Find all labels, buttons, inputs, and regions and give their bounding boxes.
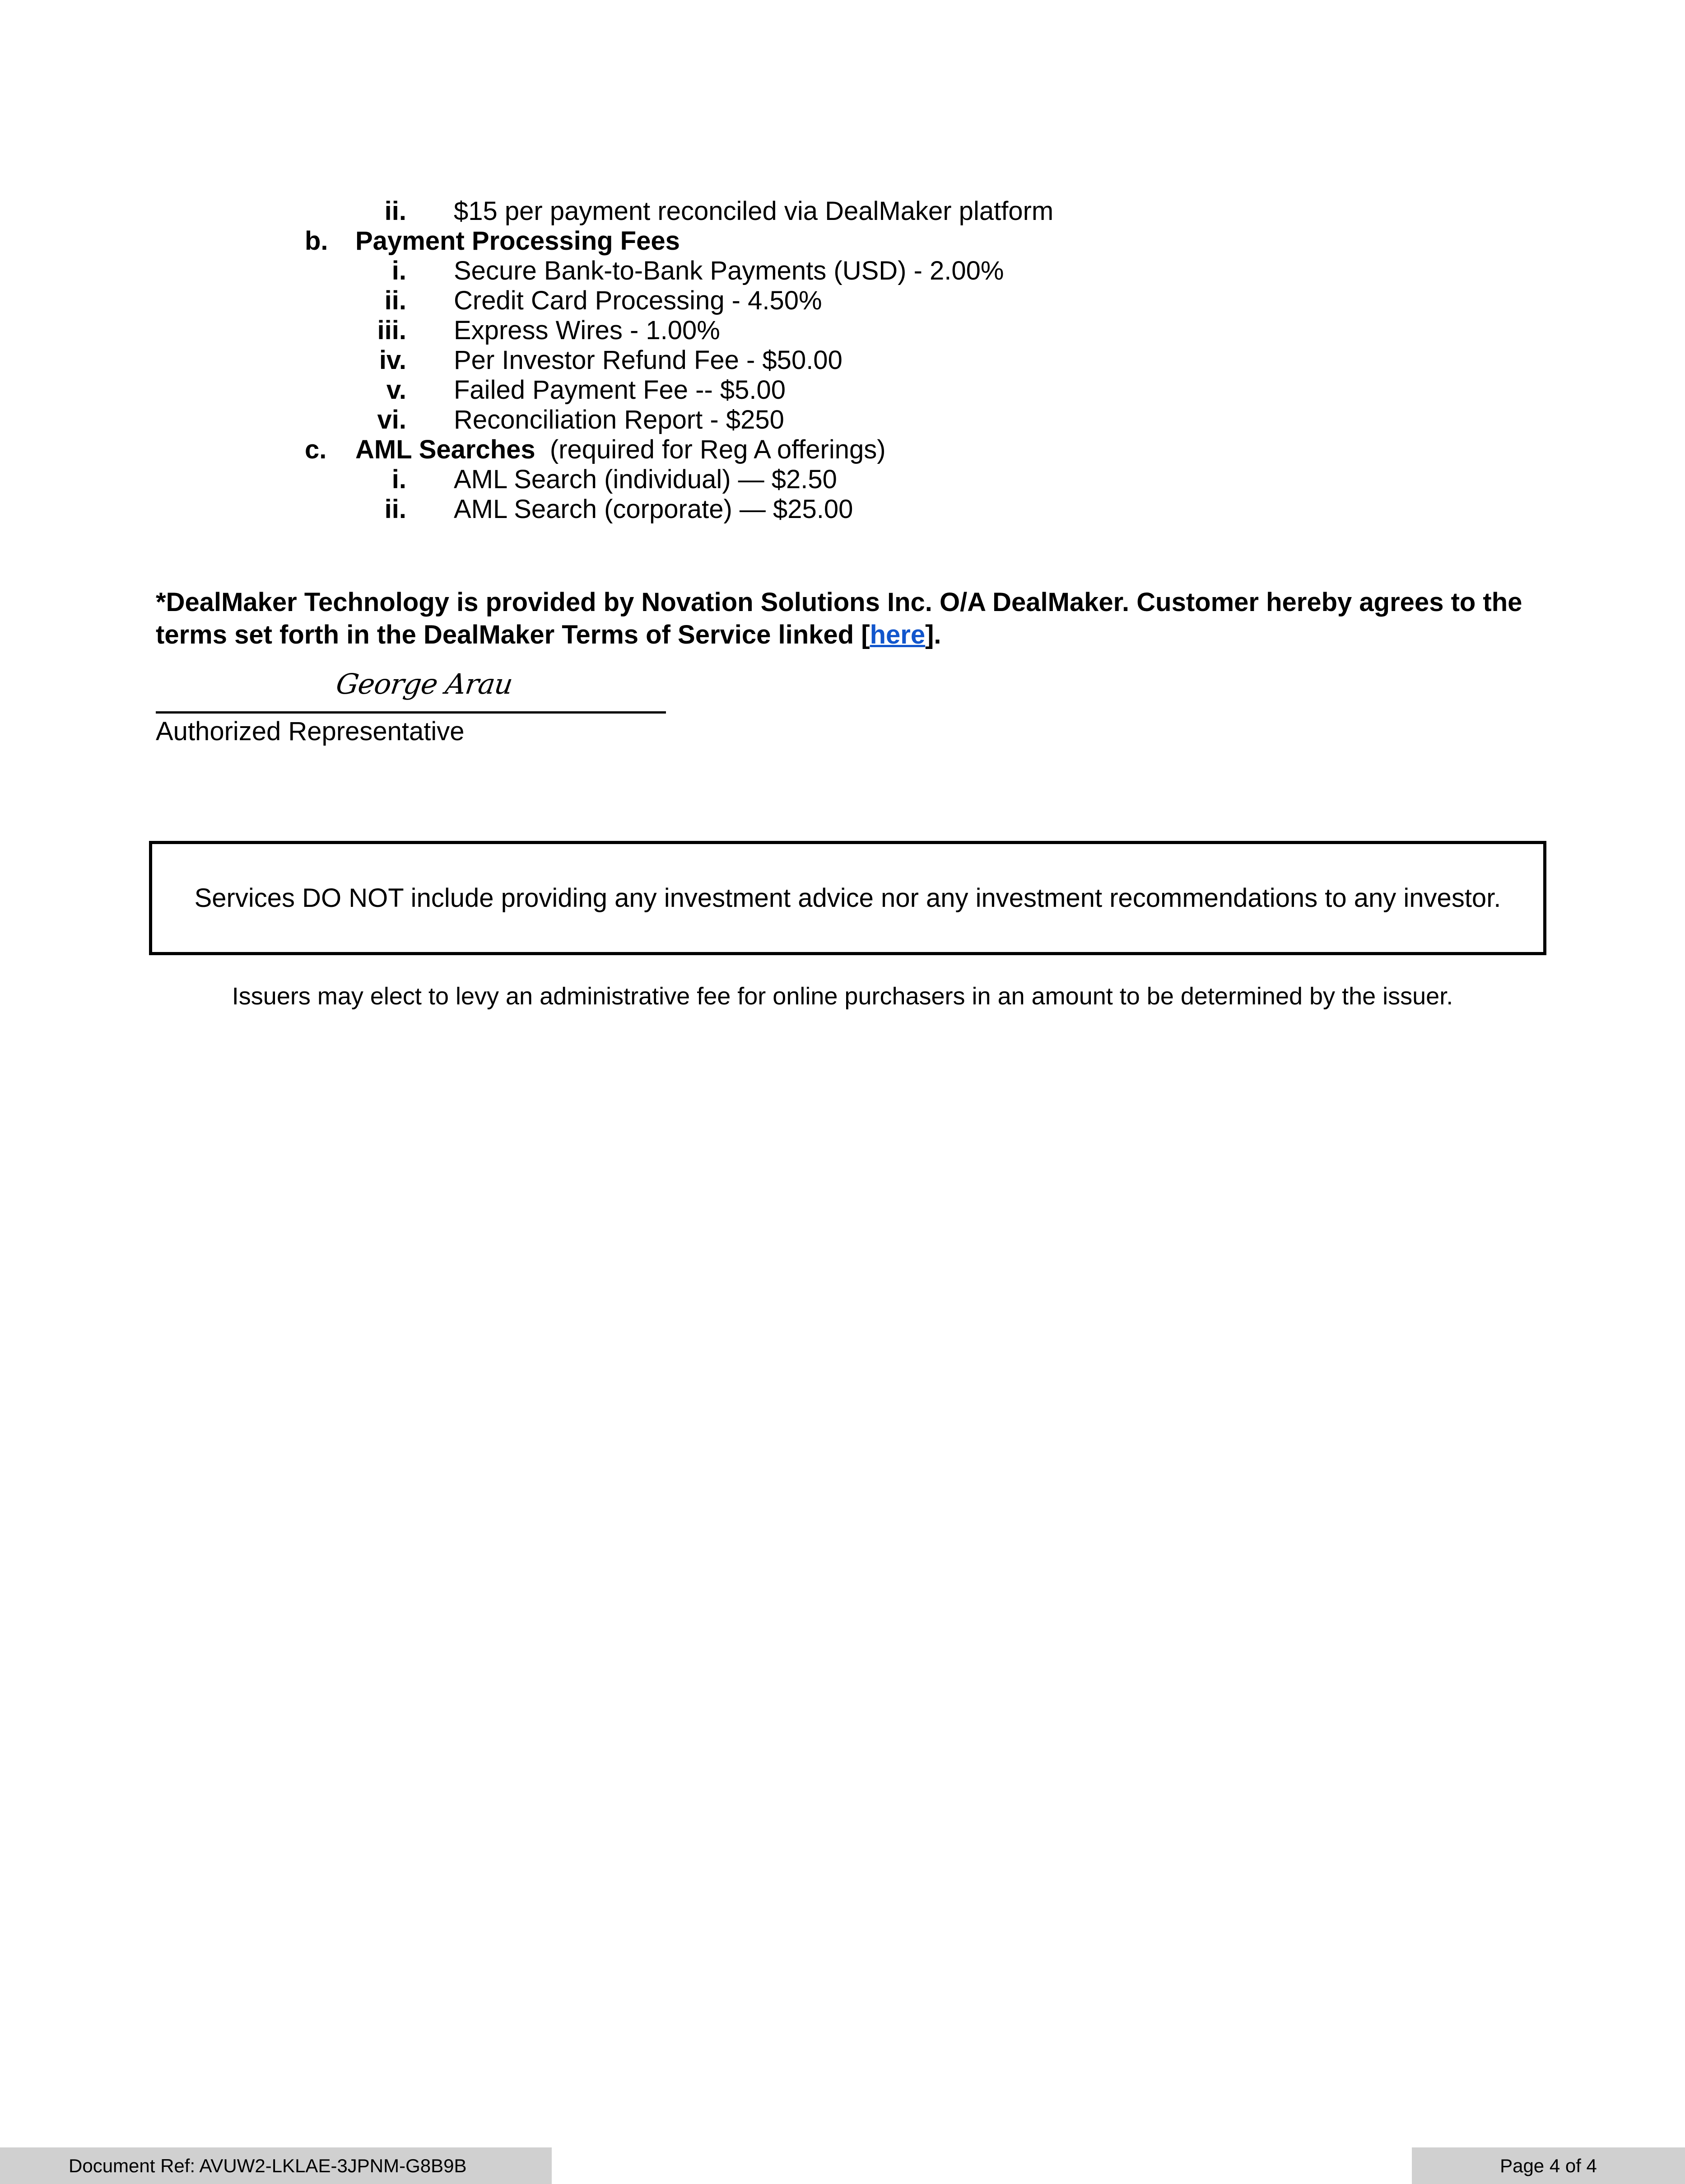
- disclaimer-text: Services DO NOT include providing any investment advice nor any investment recommendations to any investor.: [194, 883, 1501, 913]
- list-numeral: i.: [391, 256, 406, 285]
- list-numeral: iv.: [379, 345, 406, 375]
- list-item-text: $15 per payment reconciled via DealMaker platform: [454, 196, 1054, 226]
- terms-note-line2: [156, 619, 941, 651]
- list-item-text: Reconciliation Report - $250: [454, 405, 784, 434]
- list-numeral: v.: [386, 375, 406, 405]
- disclaimer-box: [149, 841, 1546, 955]
- section-letter: c.: [305, 435, 327, 464]
- terms-note-prefix: terms set forth in the DealMaker Terms of Service linked [: [156, 620, 870, 649]
- section-title: Payment Processing Fees: [355, 226, 680, 256]
- list-numeral: iii.: [377, 316, 406, 345]
- list-item-text: Express Wires - 1.00%: [454, 316, 720, 345]
- list-item-text: AML Search (individual) — $2.50: [454, 465, 837, 494]
- list-item-text: AML Search (corporate) — $25.00: [454, 495, 853, 524]
- page-number-text: Page 4 of 4: [1500, 2155, 1597, 2176]
- admin-fee-note: Issuers may elect to levy an administrative fee for online purchasers in an amount to be determined by the issuer.: [232, 983, 1453, 1010]
- doc-ref-text: Document Ref: AVUW2-LKLAE-3JPNM-G8B9B: [69, 2155, 467, 2176]
- section-letter: b.: [305, 226, 328, 256]
- section-note: (required for Reg A offerings): [549, 435, 886, 464]
- list-numeral: i.: [391, 465, 406, 494]
- list-item-text: Credit Card Processing - 4.50%: [454, 286, 822, 315]
- section-heading: [355, 435, 886, 465]
- list-item-text: Secure Bank-to-Bank Payments (USD) - 2.00%: [454, 256, 1004, 285]
- terms-note-line1: *DealMaker Technology is provided by Novation Solutions Inc. O/A DealMaker. Customer hereby agrees to the: [156, 588, 1522, 617]
- section-title: AML Searches: [355, 435, 535, 464]
- footer-page-number: [1412, 2147, 1685, 2184]
- signature-line: [156, 711, 666, 714]
- list-numeral: ii.: [384, 495, 406, 524]
- terms-note-suffix: ].: [925, 620, 941, 649]
- list-numeral: vi.: [377, 405, 406, 434]
- list-numeral: ii.: [384, 196, 406, 226]
- terms-of-service-link[interactable]: here: [870, 620, 926, 649]
- signature: George Arau: [334, 667, 515, 700]
- footer-doc-ref: [0, 2147, 552, 2184]
- list-item-text: Per Investor Refund Fee - $50.00: [454, 345, 842, 375]
- signature-label: Authorized Representative: [156, 717, 465, 746]
- list-item-text: Failed Payment Fee -- $5.00: [454, 375, 786, 405]
- list-numeral: ii.: [384, 286, 406, 315]
